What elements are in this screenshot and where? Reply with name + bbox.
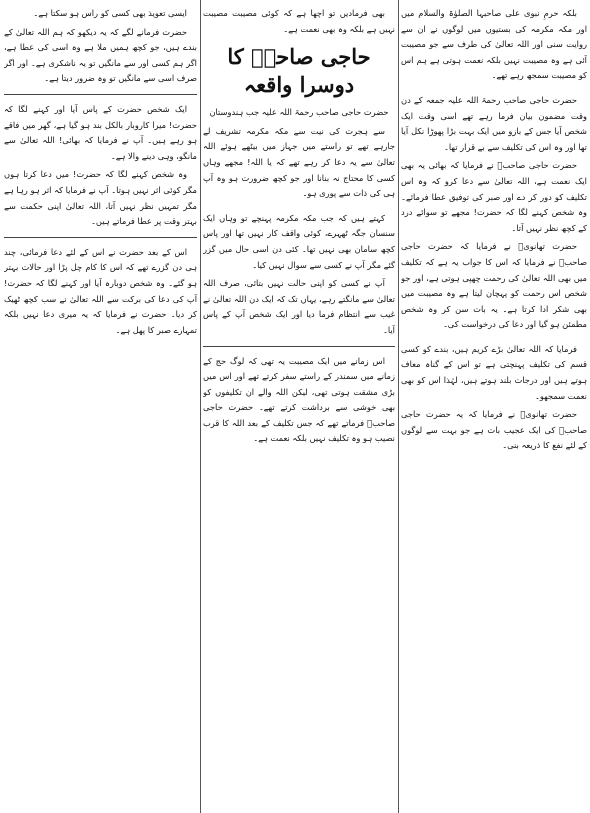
paragraph: سے ہجرت کی نیت سے مکہ مکرمہ تشریف لے جارہے تھے تو راستے میں جہاز میں بیٹھے ہوئے اللہ تعالیٰ سے یہ دعا کر رہے تھے کہ یا اللہ! مجھے وہاں کسی کا محتاج نہ بنانا اور جو کچھ ضرورت ہو وہ آپ ہی کی ذات سے پوری ہو۔ — [203, 125, 395, 199]
column-middle — [203, 6, 395, 807]
paragraph: بلکہ حرمِ نبوی علی صاحبہا الصلوٰۃ والسلام میں اور مکہ مکرمہ کی بستیوں میں لوگوں نے ان سے روایت سنی اور اللہ تعالیٰ کی طرف سے جو مصیبت آئی ہے وہ مصیبت نہیں بلکہ نعمت ہوتی ہے ہم اس کو مصیبت سمجھ رہے تھے۔ — [401, 8, 587, 81]
article-byline: حضرت حاجی صاحب رحمۃ اللہ علیہ جب ہندوستان — [209, 107, 389, 118]
paragraph: اس کے بعد حضرت نے اس کے لئے دعا فرمائی، چند ہی دن گزرے تھے کہ اس کا کام چل پڑا اور حالات بہتر ہو گئے۔ وہ شخص دوبارہ آیا اور کہنے لگا کہ حضرت! آپ کی دعا کی برکت سے اللہ تعالیٰ نے سب کچھ ٹھیک کر دیا۔ حضرت نے فرمایا کہ یہ میری دعا نہیں بلکہ تمہارے صبر کا پھل ہے۔ — [4, 246, 197, 335]
paragraph: حضرت حاجی صاحب رحمۃ اللہ علیہ جمعہ کے دن وقت مضمون بیان فرما رہے تھے اسی وقت ایک شخص آیا جس کے بازو میں ایک بہت بڑا پھوڑا نکل آیا تھا اور وہ اس کی تکلیف سے بے قرار تھا۔ — [401, 94, 587, 152]
paragraph: کہتے ہیں کہ جب مکہ مکرمہ پہنچے تو وہاں ایک سنسان جگہ ٹھہرے، کوئی واقف کار نہیں تھا اور پاس کچھ سامان بھی نہیں تھا۔ کئی دن اسی حال میں گزر گئے مگر آپ نے کسی سے سوال نہیں کیا۔ — [203, 212, 395, 270]
column-right — [401, 6, 587, 807]
section-divider — [203, 346, 395, 347]
paragraph: حضرت تھانویؒ نے فرمایا کہ حضرت حاجی صاحبؒ نے فرمایا کہ اس کا جواب یہ ہے کہ تکلیف میں بھی اللہ تعالیٰ کی رحمت چھپی ہوتی ہے، اور جو شخص اس رحمت کو پہچان لیتا ہے وہ مصیبت میں بھی شکر ادا کرتا ہے۔ یہ بات سن کر وہ شخص مطمئن ہو گیا اور دعا کی درخواست کی۔ — [401, 241, 587, 330]
column-divider — [200, 0, 201, 813]
section-divider — [4, 237, 197, 238]
paragraph: ایک شخص حضرت کے پاس آیا اور کہنے لگا کہ حضرت! میرا کاروبار بالکل بند ہو گیا ہے، گھر میں فاقے ہو رہے ہیں۔ آپ نے فرمایا کہ بھائی! اللہ تعالیٰ سے مانگو، وہی دینے والا ہے۔ — [4, 103, 197, 161]
paragraph: حضرت حاجی صاحبؒ نے فرمایا کہ بھائی یہ بھی ایک نعمت ہے، اللہ تعالیٰ سے دعا کرو کہ وہ اس تکلیف کو دور کر دے اور صبر کی توفیق عطا فرمائے۔ وہ شخص کہنے لگا کہ حضرت! مجھے تو سوائے درد کے کچھ نظر نہیں آتا۔ — [401, 160, 587, 233]
section-divider — [4, 94, 197, 95]
paragraph: حضرت فرمانے لگے کہ یہ دیکھو کہ ہم اللہ تعالیٰ کے بندے ہیں، جو کچھ ہمیں ملا ہے وہ اسی کی عطا ہے، اگر ہم کسی اور سے مانگیں تو یہ ناشکری ہے۔ اور اگر صرف اسی سے مانگیں تو وہ ضرور دیتا ہے۔ — [4, 26, 197, 84]
article-headline: حاجی صاحبؒ کا دوسرا واقعہ — [227, 44, 371, 98]
paragraph: وہ شخص کہنے لگا کہ حضرت! میں دعا کرتا ہوں مگر کوئی اثر نہیں ہوتا۔ آپ نے فرمایا کہ اثر ہو رہا ہے مگر تمہیں نظر نہیں آتا، اللہ تعالیٰ اپنی حکمت سے بہتر وقت پر عطا فرماتے ہیں۔ — [4, 169, 197, 227]
column-left — [4, 6, 197, 807]
paragraph: آپ نے کسی کو اپنی حالت نہیں بتائی، صرف اللہ تعالیٰ سے مانگتے رہے، یہاں تک کہ ایک دن اللہ تعالیٰ نے غیب سے انتظام فرما دیا اور ایک شخص آپ کے پاس آیا۔ — [203, 278, 395, 335]
paragraph: اس زمانے میں ایک مصیبت یہ تھی کہ لوگ حج کے زمانے میں سمندر کے راستے سفر کرتے تھے اور اس میں بڑی مشقت ہوتی تھی، لیکن اللہ والے ان تکلیفوں کو بھی خوشی سے برداشت کرتے تھے۔ حضرت حاجی صاحبؒ فرماتے تھے کہ جس تکلیف کے بعد اللہ کا قرب نصیب ہو وہ تکلیف نہیں بلکہ نعمت ہے۔ — [203, 355, 395, 444]
paragraph: بھی فرمادیں تو اچھا ہے کہ کوئی مصیبت مصیبت نہیں ہے بلکہ وہ بھی نعمت ہے۔ — [203, 8, 395, 34]
paragraph: ایسی تعویذ بھی کسی کو راس ہو سکتا ہے۔ — [33, 8, 187, 18]
paragraph: فرمایا کہ اللہ تعالیٰ بڑے کریم ہیں، بندے کو کسی قسم کی تکلیف پہنچتی ہے تو اس کے گناہ معاف ہوتے ہیں اور درجات بلند ہوتے ہیں، لہٰذا اس کو بھی نعمت سمجھو۔ — [401, 343, 587, 401]
column-divider — [398, 0, 399, 813]
paragraph: حضرت تھانویؒ نے فرمایا کہ یہ حضرت حاجی صاحبؒ کی ایک عجیب بات ہے جو بہت سے لوگوں کے لئے نفع کا ذریعہ بنی۔ — [401, 409, 587, 451]
